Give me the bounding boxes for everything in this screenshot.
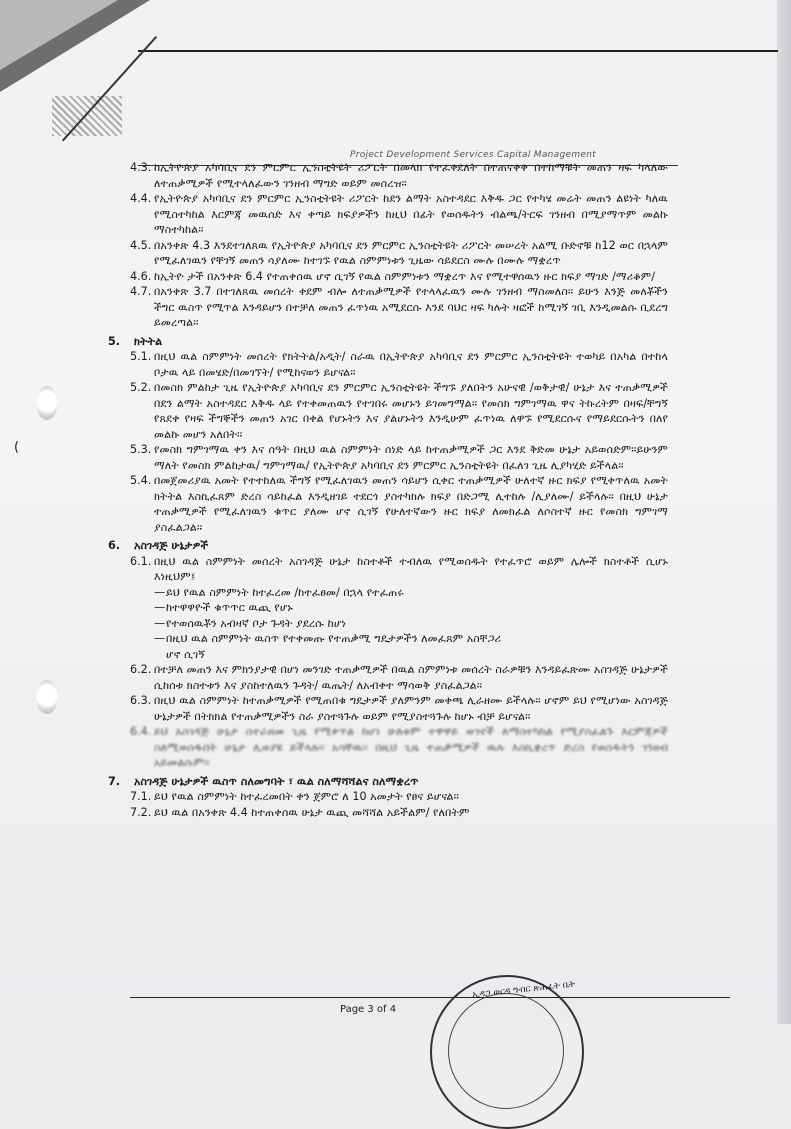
clause-text: በአንቀጽ 3.7 በተገለጸዉ መሰረት ቀደም ብሎ ለተጠቃሚዎች የተላላፈዉን ሙሉ ገንዘብ ማስመለስ፡፡ ይሁን እንጅ መለቾችን ችግር ዉስጥ የሚጥል እንዳይሆን በተቻለ መጠን ፈጥነዉ አሚደርሱ እንደ ባህር ዛፍ ካሉት ዛፎች ከሚገኝ ገቢ እንዲመልሱ ቢደረግ ይመረጣል፡፡ xyxy=(154,285,668,329)
clause xyxy=(108,805,668,821)
bullet-continuation: ሆኖ ሲገኝ xyxy=(166,647,205,661)
clause xyxy=(108,238,668,269)
bullet-text: በዚህ ዉል ስምምነት ዉስጥ የተቀመጡ የተጠቃሚ ግዴታዎችን ለመፈጸም አስቸጋሪ xyxy=(166,632,502,645)
page-edge xyxy=(777,0,791,1024)
clause xyxy=(108,380,668,442)
clause-number: 4.7. xyxy=(130,285,152,298)
clause-text: በአንቀጽ 4.3 እንደተገለጸዉ የኢትዮጵያ አካባቢና ደን ምርምር ኢንስቲትዩት ሪፖርት መሠረት አልሚ ቡድኖቹ ከ12 ወር በኋላም የሚፈለገዉን የቸገኝ መጠን ሳያለሙ ከተገኙ የዉል ስምምነቱን ጊዜው ሳይደርስ ሙሉ በሙሉ ማቋረጥ xyxy=(154,238,668,267)
clause-text: ይህ ዉል በአንቀጽ 4.4 ከተጠቀሰዉ ሁኔታ ዉጪ መሻሻል አይችልም/ የለበትም xyxy=(154,805,470,819)
clause-text: በዚህ ዉል ስምምነት ከተጠቃሚዎች የሚጠበቁ ግዴታዎች ያለምንም መቀጫ ሊራዘሙ ይችላሉ፡፡ ሆኖም ይህ የሚሆነው አስገዳጅ ሁኔታዎች በትክክል የተጠቃሚዎችን ስራ ያስተጓጉሉ ወይም የሚያስተጓጉሉ ከሆኑ ብቻ ይሆናል፡፡ xyxy=(154,694,668,723)
section-number: 7. xyxy=(108,774,121,788)
clause-text: ከኢትዮጵያ አካባቢና ደን ምርምር ኢንስቲትዩት ሪፖርት በመላክ የተፈቀደለት በተጠናቀቀ በተከማቹት መጠን ዛፍ ካላለው ለተጠቃሚዎች የሚተላለፈውን ገንዘብ ማግድ ወይም መሰረዝ፡፡ xyxy=(154,161,668,190)
condition-bullet xyxy=(108,600,668,616)
condition-bullet xyxy=(108,585,668,601)
clause-number: 4.6. xyxy=(130,269,152,283)
clause xyxy=(108,160,668,191)
clause-number: 4.4. xyxy=(130,192,152,205)
clause-text: በዚህ ዉል ስምምነት መሰረት የክትትል/አዲት/ ስራዉ በኢትዮጵያ አካባቢና ደን ምርምር ኢንስቲትዩት ተወካይ በአካል በተከላ ቦታዉ ላይ በመሄድ/በመገኘት/ የሚከናወን ይሆናል፡፡ xyxy=(154,350,668,379)
section-title: አስገዳጅ ሁኔታዎች xyxy=(134,539,209,552)
section-title: አስገዳጅ ሁኔታዎች ዉስጥ ስለመግባት ፣ ዉል ስለማሻሻልና ስለማቋረጥ xyxy=(134,774,419,788)
clause-number: 5.3. xyxy=(130,443,152,456)
clause xyxy=(108,724,668,771)
clause-number: 4.5. xyxy=(130,238,152,252)
stamp-text: ኢዳጋ ወርዳ ግብር ጽሕፈት ቤት xyxy=(471,979,576,1001)
clause xyxy=(108,693,668,724)
top-rule xyxy=(138,50,778,52)
dash-icon: — xyxy=(154,585,166,599)
clause-text: ይህ የዉል ስምምነት ከተፈረመበት ቀን ጀምሮ ለ 10 አመታት የፀና ይሆናል፡፡ xyxy=(154,790,459,803)
punch-hole-bottom xyxy=(36,680,58,714)
clause-number: 6.1. xyxy=(130,554,152,568)
bullet-text: ከተዋዋዮች ቁጥጥር ዉጪ የሆኑ xyxy=(166,601,293,614)
clause xyxy=(108,473,668,535)
clause xyxy=(108,789,668,805)
dash-icon: — xyxy=(154,632,166,645)
section-heading xyxy=(108,774,668,790)
margin-mark: ( xyxy=(14,440,20,455)
clause xyxy=(108,349,668,380)
clause-text: የኢትዮጵያ አካባቢና ደን ምርምር ኢንስቲትዩት ሪፖርት ከደን ልማት አስተዳደር እቅዱ ጋር የተካሄ መሬት መጠን ልዩነት ካለዉ የሚስተካከል እርምጃ መዉሰድ እና ቀጣይ ክፍያዎችን ከዚህ በፊት የወሰዱትን ብልጫ/ትርፍ ገንዘብ በሚያማጥም መልኩ ማስተካከል፡፡ xyxy=(154,192,668,236)
clause xyxy=(108,554,668,585)
clause xyxy=(108,284,668,331)
section-number: 5. xyxy=(108,334,121,348)
section-heading xyxy=(108,538,668,554)
section-heading xyxy=(108,334,668,350)
scan-smudge xyxy=(52,96,122,136)
condition-bullet xyxy=(108,631,668,647)
clause-number: 6.4. xyxy=(130,725,152,738)
clause xyxy=(108,662,668,693)
running-header: Project Development Services Capital Management xyxy=(350,150,597,160)
official-stamp-inner-ring xyxy=(448,993,564,1109)
clause-text: በመጀመሪያዉ አመት የተተከለዉ ችግኝ የሚፈለገዉን መጠን ሳይሆን ሲቀር ተጠቃሚዎች ሁለተኛ ዙር ክፍያ የሚቀጥለዉ አመት ክትትል እስኪፈጸም ድረስ ሳይከፈል እንዲዘገይ ተደርጎ ያስተካክሉ ክፍያ በድጋሚ ሊተከሉ /ሊያለሙ/ ይችላሉ፡፡ በዚህ ሁኔታ ተጠቃሚዎች የሚፈለገዉን ቁጥር ያለሙ ሆኖ ሲገኝ የሁለተኛውን ዙር ክፍያ ለመክፈል ለሶስተኛ ዙር የመስክ ግምገማ ያስፈልጋል፡፡ xyxy=(154,474,668,534)
condition-bullet xyxy=(108,616,668,632)
clause-text: የመስክ ግምገማዉ ቀን እና ሰዓት በዚህ ዉል ስምምነት ሰነድ ላይ ከተጠቃሚዎች ጋር እንደ ቅድመ ሁኔታ አይወሰድም፡፡ይሁንም ማለት የመስክ ምልከታዉ/ ግምገማዉ/ የኢትዮጵያ አካባቢና ደን ምርምር ኢንስቲትዩት በፈለገ ጊዜ ሊያካሂድ ይችላል፡፡ xyxy=(154,443,668,472)
section-title: ክትትል xyxy=(134,334,163,348)
clause-number: 5.2. xyxy=(130,381,152,394)
clause-number: 4.3. xyxy=(130,161,152,174)
clause xyxy=(108,442,668,473)
dash-icon: — xyxy=(154,601,166,614)
clause-number: 6.2. xyxy=(130,663,152,676)
section-number: 6. xyxy=(108,539,121,552)
bullet-text: የተወሰዉቾን አብዛኛ ቦታ ጉዳት ያደረሱ ከሆነ xyxy=(166,616,346,630)
clause-text: በዚህ ዉል ስምምነት መሰረት አስገዳጅ ሁኔታ ከስተቶች ተብለዉ የሚወሰዱት የተፈጥሮ ወይም ሌሎች ክስተቶች ሲሆኑ እነዚህም፤ xyxy=(154,554,668,583)
clause-number: 7.2. xyxy=(130,805,152,819)
dash-icon: — xyxy=(154,616,166,630)
folded-corner-highlight xyxy=(0,0,118,70)
clause-number: 7.1. xyxy=(130,790,152,803)
page-number: Page 3 of 4 xyxy=(340,1004,397,1015)
document-body xyxy=(108,160,668,820)
clause-number: 5.1. xyxy=(130,350,152,363)
clause-text: በተቻለ መጠን እና ምክንያታዊ በሆነ መንገድ ተጠቃሚዎች በዉል ስምምነቱ መሰረት ስራዎቹን እንዳይፈጽሙ አስገዳጅ ሁኔታዎች ሲከሰቱ ክስተቱን እና ያስከተለዉን ጉዳት/ ዉጤት/ ለአብቀተ ማሳወቅ ያስፈልጋል፡፡ xyxy=(154,663,668,692)
clause-number: 5.4. xyxy=(130,474,152,487)
clause-number: 6.3. xyxy=(130,694,152,707)
bullet-text: ይህ የዉል ስምምነት ከተፈረመ /ከተፈፀመ/ በኋላ የተፈጠሩ xyxy=(166,585,404,599)
footer-rule xyxy=(130,997,730,998)
clause-text: ይህ አስገዳጅ ሁኔታ ስተራዘመ ጊዜ የሚቀጥል ከሆነ ሁለቱም ተዋዋይ ወገኖች ለማስተካከል የሚያስፈልጉ እርምጃዎች ስለሚወሰዱበት ሁኔታ ሊወያዩ ይችላሉ፡፡ አሳቸዉ፡፡ በዚህ ጊዜ ተጠቃሚዎች ዉሉ እስኪቋረጥ ድረስ የወሰዱትን ገንዘብ አይመልሱም፡፡ xyxy=(154,725,668,769)
punch-hole-top xyxy=(36,386,58,420)
clause xyxy=(108,269,668,285)
clause-text: በመስክ ምልከታ ጊዜ የኢትዮጵያ አካባቢና ደን ምርምር ኢንስቲትዩት ችግኙ ያለበትን አሁናዊ /ወቅታዊ/ ሁኔታ እና ተጠቃሚዎች በደን ልማት አስተዳደር እቅዱ ላይ የተቀመጠዉን የተገበሩ መሆኑን ይገመግማል፡፡ የመስክ ግምገማዉ ዋና ትኩረትም በዛፍ/ቸግኝ የጸደቀ የዛፍ ችግኞችን መጠን አገር በቀል የሆኑትን እና ያልሆኑትን እንዲሁም ፈጥነዉ ለዋኙ የሚደርሱና የማይደርሱትን በለየ መልኩ መሆን አለበት፡፡ xyxy=(154,381,668,441)
clause xyxy=(108,191,668,238)
clause-text: ከኢትዮ ታች በአንቀጽ 6.4 የተጠቀሰዉ ሆኖ ሲገኝ የዉል ስምምነቱን ማቋረጥ እና የሚተዋሰዉን ዙር ክፍያ ማገድ /ማሪቆም/ xyxy=(154,269,656,283)
